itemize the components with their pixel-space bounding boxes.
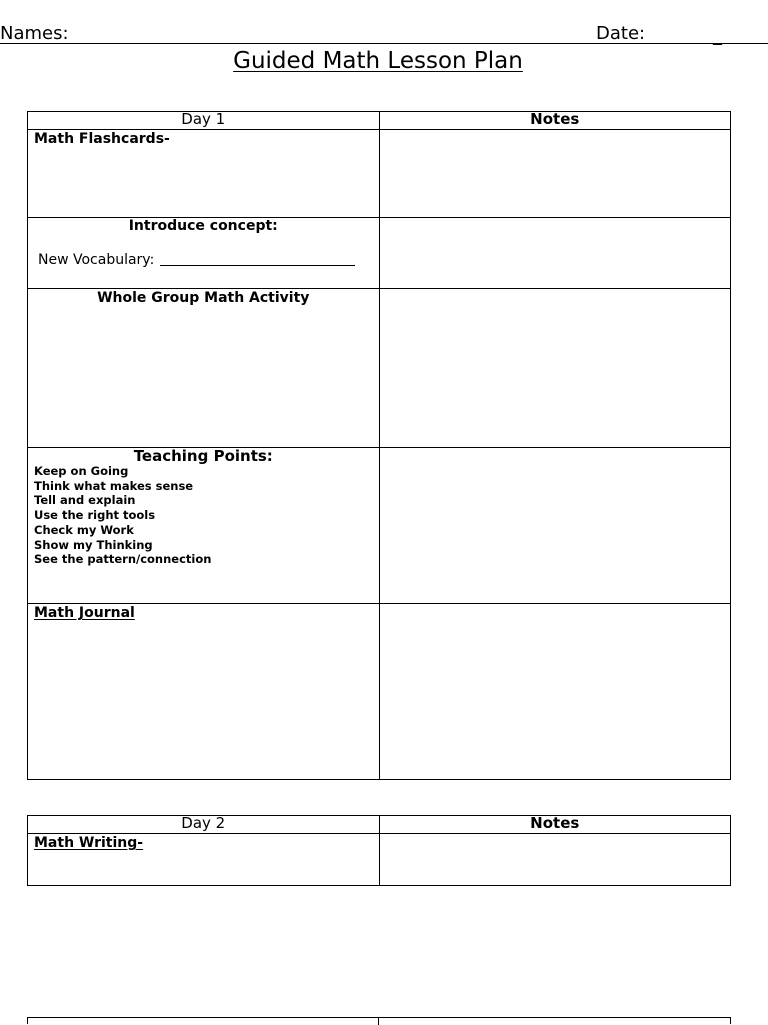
vocabulary-blank-line[interactable] xyxy=(160,265,355,266)
whole-group-activity-label: Whole Group Math Activity xyxy=(97,290,310,306)
teaching-points-title: Teaching Points: xyxy=(133,447,273,465)
next-table-top-edge xyxy=(27,1017,731,1024)
page-title: Guided Math Lesson Plan xyxy=(233,48,523,74)
math-journal-label: Math Journal xyxy=(34,605,135,621)
flashcards-label: Math Flashcards- xyxy=(34,131,170,147)
teaching-points-list xyxy=(28,464,379,567)
vocabulary-label: New Vocabulary: xyxy=(38,252,155,268)
teaching-point: See the pattern/connection xyxy=(34,552,212,567)
math-journal-notes-cell[interactable] xyxy=(379,604,731,780)
vocabulary-row xyxy=(28,234,379,268)
teaching-point: Use the right tools xyxy=(34,508,156,523)
day2-header-notes: Notes xyxy=(379,816,731,834)
whole-group-activity-notes-cell[interactable] xyxy=(379,289,731,448)
names-label: Names: xyxy=(0,23,69,44)
introduce-concept-cell[interactable] xyxy=(28,218,380,289)
header-rule xyxy=(0,43,768,44)
math-writing-notes-cell[interactable] xyxy=(379,834,731,886)
teaching-point: Tell and explain xyxy=(34,493,136,508)
teaching-point: Keep on Going xyxy=(34,464,129,478)
math-journal-cell[interactable] xyxy=(28,604,380,780)
introduce-concept-label: Introduce concept: xyxy=(128,218,278,234)
teaching-point: Think what makes sense xyxy=(34,478,194,493)
day1-header-day: Day 1 xyxy=(28,112,380,130)
teaching-points-notes-cell[interactable] xyxy=(379,448,731,604)
teaching-point: Check my Work xyxy=(34,522,134,537)
introduce-concept-notes-cell[interactable] xyxy=(379,218,731,289)
math-writing-label: Math Writing- xyxy=(34,835,144,851)
math-writing-cell[interactable] xyxy=(28,834,380,886)
whole-group-activity-cell[interactable] xyxy=(28,289,380,448)
date-label: Date: xyxy=(596,23,646,44)
teaching-points-cell[interactable] xyxy=(28,448,380,604)
day2-table xyxy=(27,815,731,886)
teaching-point: Show my Thinking xyxy=(34,537,153,552)
flashcards-notes-cell[interactable] xyxy=(379,130,731,218)
day2-header-day: Day 2 xyxy=(28,816,380,834)
flashcards-cell[interactable] xyxy=(28,130,380,218)
day1-table xyxy=(27,111,731,780)
date-mark: _ xyxy=(713,25,722,46)
day1-header-notes: Notes xyxy=(379,112,731,130)
